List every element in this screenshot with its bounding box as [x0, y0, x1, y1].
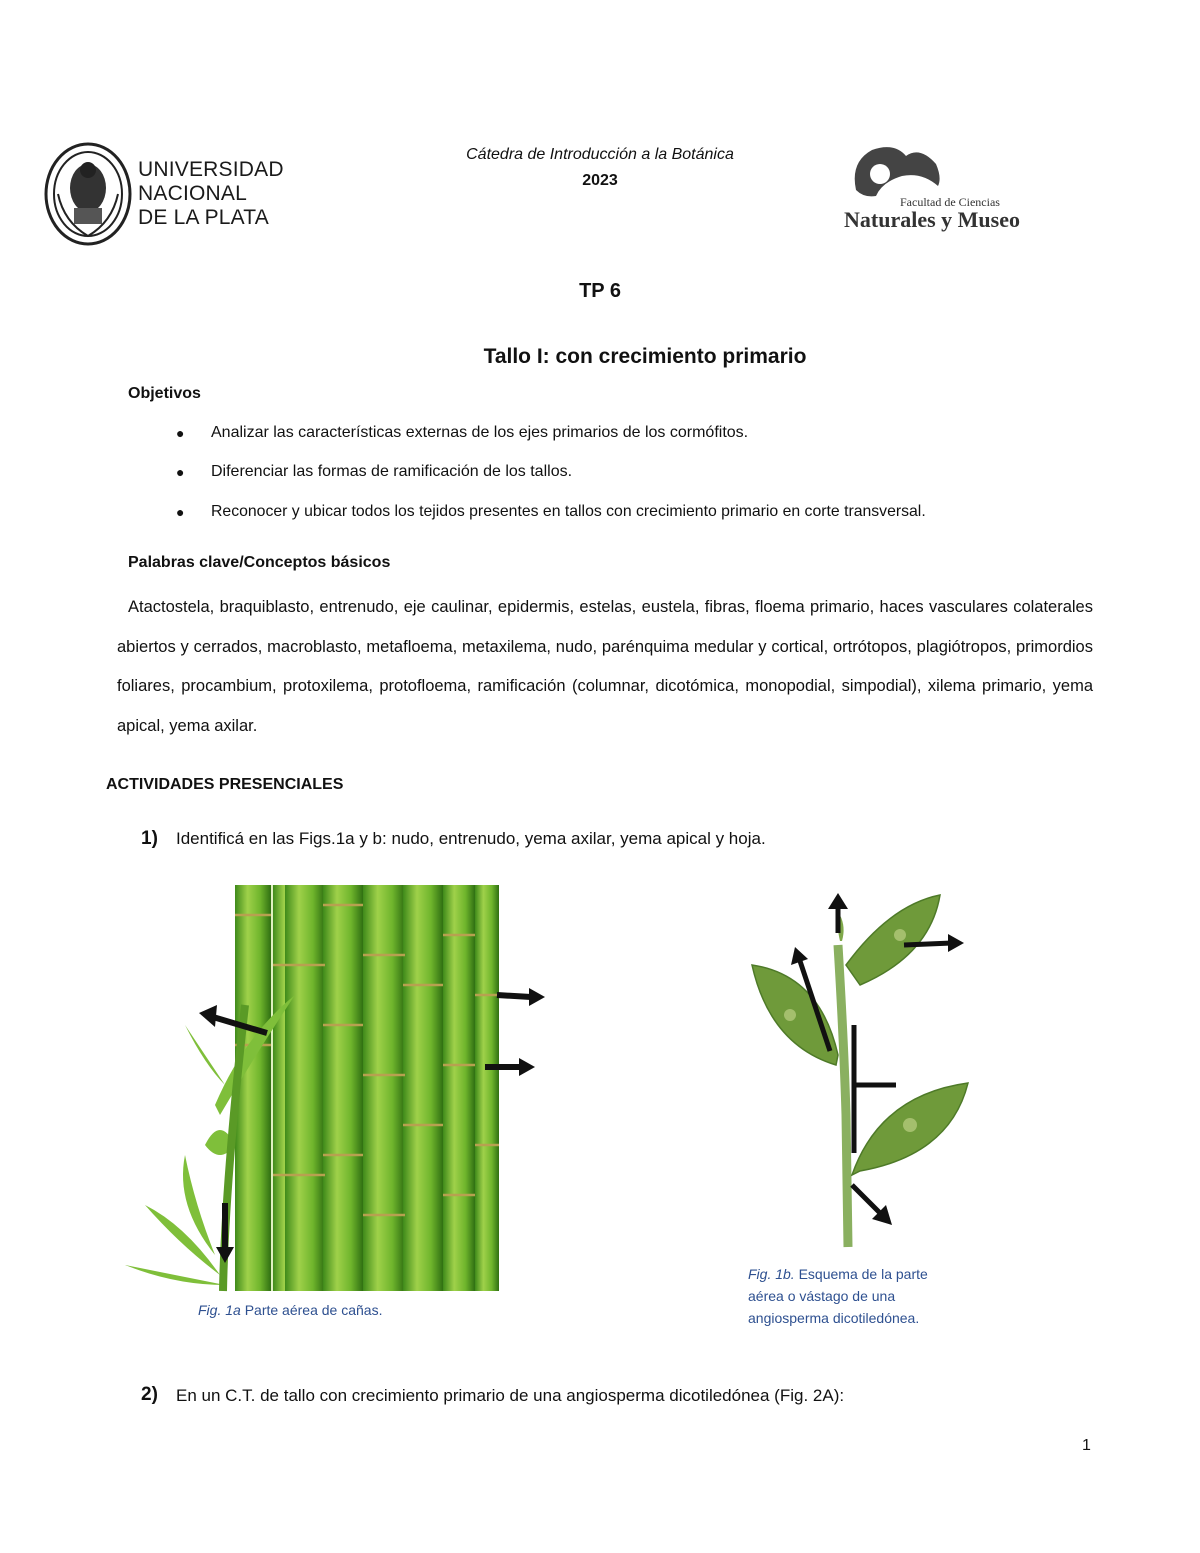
figure-caption-text: Esquema de la parte — [794, 1266, 928, 1282]
objective-item: Diferenciar las formas de ramificación de los tallos. — [211, 463, 573, 480]
university-line: NACIONAL — [138, 182, 247, 205]
figure-1a-caption — [198, 1299, 382, 1321]
figure-label: Fig. 1b. — [748, 1266, 795, 1282]
activity-number: 1) — [141, 828, 158, 849]
figure-caption-text: aérea o vástago de una — [748, 1288, 896, 1304]
page-title: Tallo I: con crecimiento primario — [483, 345, 807, 368]
keywords-paragraph: Atactostela, braquiblasto, entrenudo, eje caulinar, epidermis, estelas, eustela, fibras, floema primario, haces vasculares colaterales abiertos y cerrados, macroblasto, metafloema, metaxilema, nudo, parénquima medular y cortical, ortrótopos, plagiótropos, primordios foliares, procambium, protoxilema, protofloema, ramificación (columnar, dicotómica, monopodial, simpodial), xilema primario, yema apical, yema axilar. — [117, 598, 1093, 735]
bullet-icon: ● — [176, 425, 185, 441]
bullet-icon: ● — [176, 464, 185, 480]
chair-name: Cátedra de Introducción a la Botánica — [466, 146, 734, 163]
activity-number: 2) — [141, 1384, 158, 1405]
objective-item: Reconocer y ubicar todos los tejidos presentes en tallos con crecimiento primario en corte transversal. — [211, 503, 926, 520]
figure-caption-text: angiosperma dicotiledónea. — [748, 1310, 920, 1326]
university-line: DE LA PLATA — [138, 206, 269, 229]
year: 2023 — [582, 172, 618, 189]
page-number: 1 — [1082, 1437, 1091, 1454]
figure-caption-text: Parte aérea de cañas. — [240, 1302, 383, 1318]
figure-1a-bamboo — [125, 885, 550, 1293]
figure-1b-caption — [748, 1263, 928, 1329]
tp-number: TP 6 — [579, 280, 621, 302]
faculty-name-big: Naturales y Museo — [844, 207, 1020, 232]
bullet-icon: ● — [176, 504, 185, 520]
faculty-name-small: Facultad de Ciencias — [900, 195, 1000, 209]
figure-1b-shoot-scheme — [740, 885, 990, 1253]
activity-text: Identificá en las Figs.1a y b: nudo, entrenudo, yema axilar, yema apical y hoja. — [176, 829, 766, 848]
university-line: UNIVERSIDAD — [138, 158, 284, 181]
figure-label: Fig. 1a — [198, 1302, 241, 1318]
unlp-seal-logo — [44, 142, 132, 246]
university-name — [138, 158, 284, 230]
keywords-heading: Palabras clave/Conceptos básicos — [128, 554, 391, 571]
activity-text: En un C.T. de tallo con crecimiento primario de una angiosperma dicotiledónea (Fig. 2A): — [176, 1386, 845, 1405]
objective-item: Analizar las características externas de los ejes primarios de los cormófitos. — [211, 424, 749, 441]
activities-heading: ACTIVIDADES PRESENCIALES — [106, 776, 344, 793]
objectives-heading: Objetivos — [128, 385, 201, 402]
